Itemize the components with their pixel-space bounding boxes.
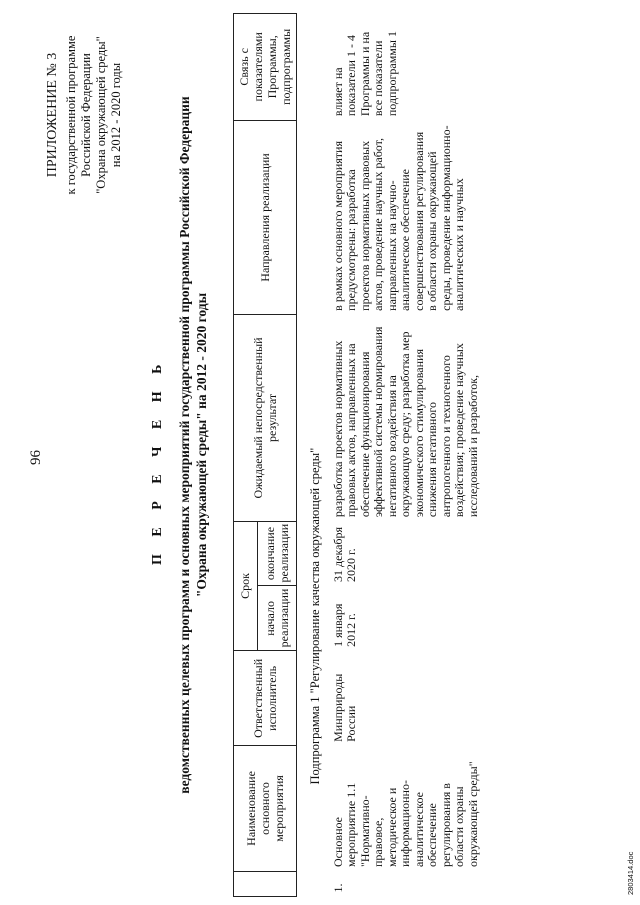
subtitle-line: ведомственных целевых программ и основных мероприятий государственной программы Российской Федерации <box>177 96 192 794</box>
document-subtitle <box>176 65 210 825</box>
cell-end-date: 31 декабря 2020 г. <box>330 526 358 582</box>
subprogram-title: Подпрограмма 1 "Регулирование качества окружающей среды" <box>308 447 322 785</box>
cell-start-date: 1 января 2012 г. <box>330 603 358 647</box>
header-num <box>234 871 297 896</box>
measures-table <box>233 13 483 897</box>
file-code: 2803414.doc <box>626 851 635 895</box>
header-link: Связь с показателями Программы, подпрограммы <box>234 14 297 121</box>
cell-executor: Минприроды России <box>330 673 358 742</box>
header-result: Ожидаемый непосредственный результат <box>234 315 297 521</box>
appendix-line: к государственной программе <box>64 35 78 195</box>
table-header-row <box>234 14 258 897</box>
appendix-line: Российской Федерации <box>79 53 93 177</box>
cell-expected-result: разработка проектов нормативных правовых актов, направленных на обеспечение функционирования эффективной системы нормирования негативного воздействия на окружающую среду; разработка мер экономического стимулирования снижения негативного антропогенного и техногенного воздействия; проведение научных исследований и разработок, <box>330 326 480 518</box>
subprogram-row <box>297 14 329 897</box>
cell-directions: в рамках основного мероприятия предусмотрены: разработка проектов нормативных правовых актов, проведение научных работ, направленных на научно-аналитическое обеспечение совершенствования регулирования в области охраны окружающей среды, проведение информационно-аналитических и научных <box>330 125 466 311</box>
table-row <box>329 14 484 897</box>
page-number: 96 <box>28 450 44 465</box>
appendix-line: на 2012 - 2020 годы <box>109 62 123 168</box>
header-executor: Ответственный исполнитель <box>234 651 297 746</box>
header-directions: Направления реализации <box>234 120 297 315</box>
header-term: Срок <box>234 521 258 651</box>
row-number: 1. <box>330 883 345 893</box>
cell-indicator-link: влияет на показатели 1 - 4 Программы и на все показатели подпрограммы 1 <box>330 31 399 117</box>
appendix-line: "Охрана окружающей среды" <box>94 36 108 194</box>
appendix-number: ПРИЛОЖЕНИЕ № 3 <box>45 52 60 178</box>
appendix-block <box>44 15 124 215</box>
document-title: П Е Р Е Ч Е Н Ь <box>150 357 165 565</box>
subtitle-line: "Охрана окружающей среды" на 2012 - 2020 годы <box>194 292 209 598</box>
header-name: Наименование основного мероприятия <box>234 746 297 871</box>
header-end: окончание реализации <box>257 521 296 586</box>
header-start: начало реализации <box>257 586 296 651</box>
cell-measure-name: Основное мероприятие 1.1 "Нормативно-правовое, методическое и информационно-аналитическое обеспечение регулирования в области охраны окружающей среды" <box>330 761 480 868</box>
